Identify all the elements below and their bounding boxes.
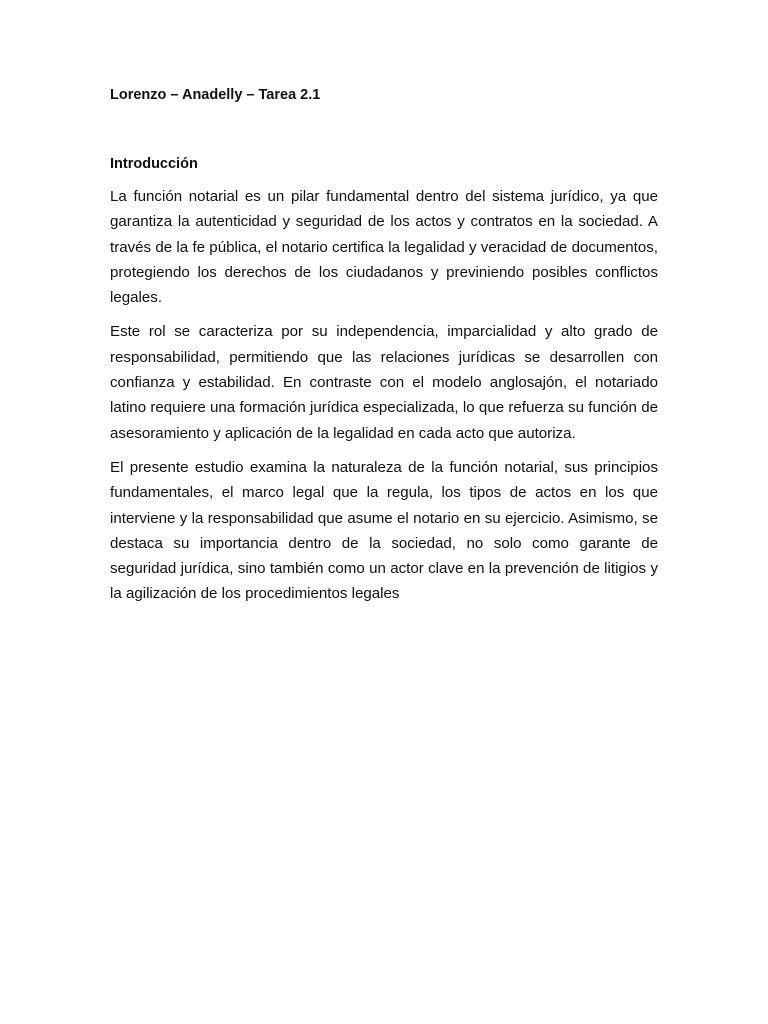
paragraph-1: La función notarial es un pilar fundamental dentro del sistema jurídico, ya que garantiza la autenticidad y seguridad de los actos y contratos en la sociedad. A través de la fe pública, el notario certifica la legalidad y veracidad de documentos, protegiendo los derechos de los ciudadanos y previniendo posibles conflictos legales. xyxy=(110,188,658,307)
paragraph-2: Este rol se caracteriza por su independencia, imparcialidad y alto grado de responsabilidad, permitiendo que las relaciones jurídicas se desarrollen con confianza y estabilidad. En contraste con el modelo anglosajón, el notariado latino requiere una formación jurídica especializada, lo que refuerza su función de asesoramiento y aplicación de la legalidad en cada acto que autoriza. xyxy=(110,323,658,442)
paragraph-3: El presente estudio examina la naturaleza de la función notarial, sus principios fundamentales, el marco legal que la regula, los tipos de actos en los que interviene y la responsabilidad que asume el notario en su ejercicio. Asimismo, se destaca su importancia dentro de la sociedad, no solo como garante de seguridad jurídica, sino también como un actor clave en la prevención de litigios y la agilización de los procedimientos legales xyxy=(110,458,658,603)
section-heading-introduccion: Introducción xyxy=(110,156,198,172)
document-title: Lorenzo – Anadelly – Tarea 2.1 xyxy=(110,87,321,103)
document-body xyxy=(110,84,658,607)
